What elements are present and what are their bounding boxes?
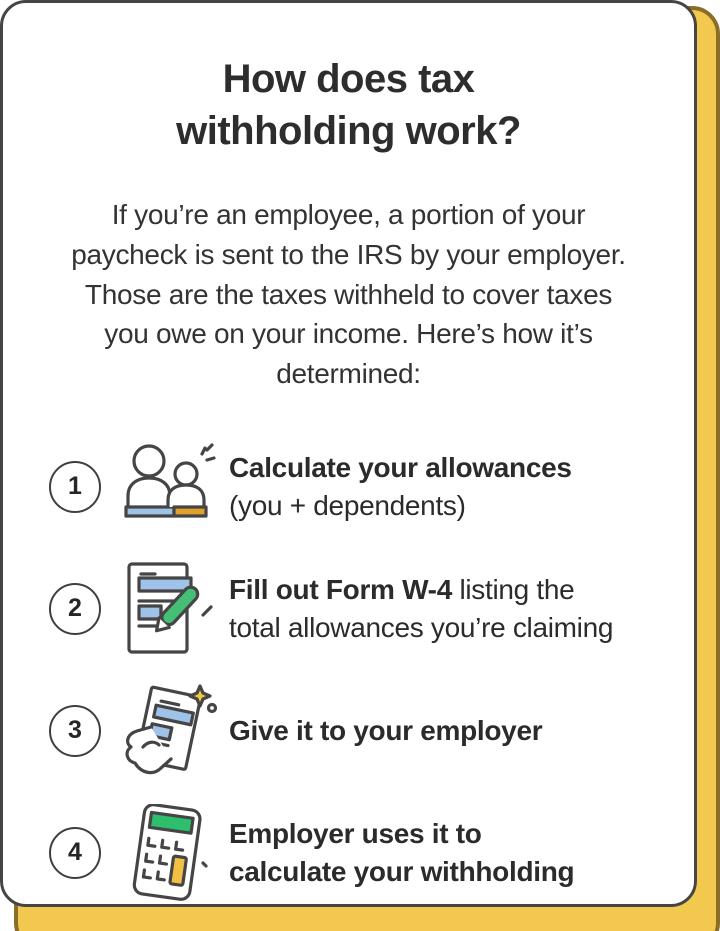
step-text-line: Fill out Form W-4 listing the (229, 574, 575, 606)
intro-paragraph: If you’re an employee, a portion of your paycheck is sent to the IRS by your employer. Those are the taxes withheld to cover taxes you owe on your income. Here’s how it’s determined: (71, 199, 626, 389)
page-title: How does tax withholding work? (176, 57, 521, 153)
step-row-3 (49, 682, 694, 780)
step-number-badge: 1 (49, 461, 101, 513)
calculator-icon (115, 804, 219, 902)
form-w4-pen-icon (115, 560, 219, 658)
step-number-badge: 2 (49, 583, 101, 635)
step-text (229, 712, 542, 750)
step-number-badge: 4 (49, 827, 101, 879)
step-number-badge: 3 (49, 705, 101, 757)
hand-giving-form-icon (115, 682, 219, 780)
steps-list (3, 438, 694, 902)
step-row-2 (49, 560, 694, 658)
step-text-line: Employer uses it to (229, 818, 482, 850)
person-dependents-icon (115, 438, 219, 536)
step-text (229, 571, 613, 646)
step-text (229, 449, 572, 524)
step-row-4 (49, 804, 694, 902)
step-text (229, 815, 574, 890)
step-text-line: (you + dependents) (229, 489, 466, 521)
step-row-1 (49, 438, 694, 536)
step-text-line: total allowances you’re claiming (229, 611, 614, 643)
step-text-line: calculate your withholding (229, 855, 575, 887)
step-text-line: Give it to your employer (229, 714, 543, 746)
step-text-line: Calculate your allowances (229, 452, 572, 484)
